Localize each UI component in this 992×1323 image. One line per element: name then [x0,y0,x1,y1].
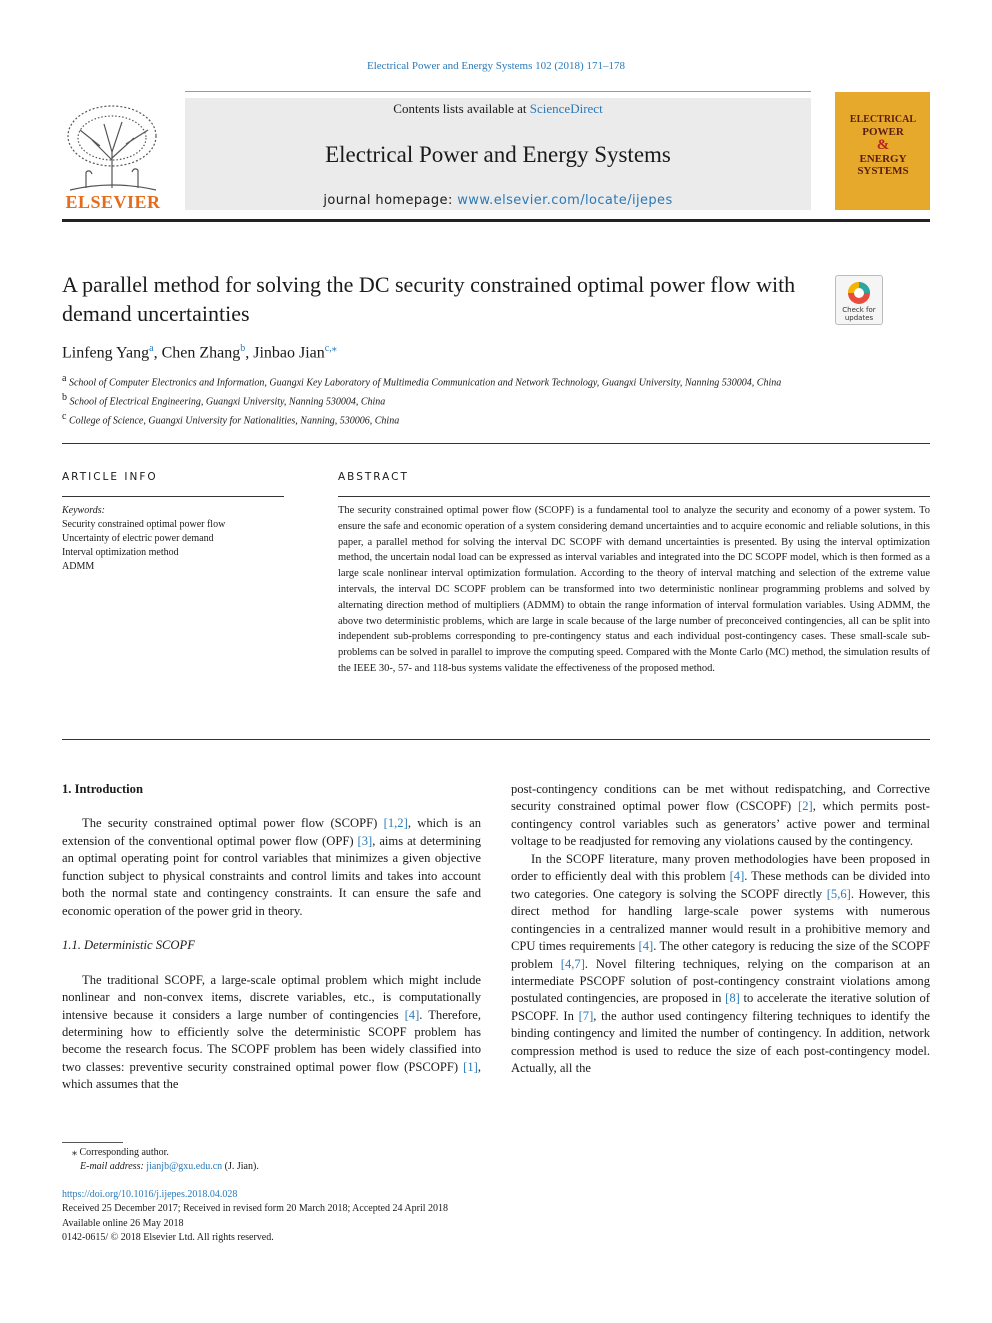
corresponding-mark: ⁎ [72,1147,77,1158]
email-suffix: (J. Jian). [222,1161,259,1173]
article-title: A parallel method for solving the DC security constrained optimal power flow with demand uncertainties [62,272,796,326]
section-heading: 1. Introduction [62,782,143,796]
abstract-rule [338,496,930,497]
abstract-divider [62,739,930,740]
keyword-item: Interval optimization method [62,547,179,558]
publication-details [62,1188,448,1245]
keywords-block [62,504,284,574]
doi-link[interactable]: https://doi.org/10.1016/j.ijepes.2018.04.028 [62,1189,238,1200]
abstract-text: The security constrained optimal power flow (SCOPF) is a fundamental tool to analyze the security and economy of a power system. To ensure the safe and economic operation of a system considering demand uncertainties and to acquire economic and reliable solutions, in this paper, a parallel method for solving the interval DC SCOPF with demand uncertainties is presented. By using the interval optimization method, the uncertain nodal load can be expressed as interval variables and integrated into the DC SCOPF model, which is then formed as a large scale nonlinear interval optimization formulation. According to the theory of interval matching and selection of the extreme value intervals, the interval DC SCOPF problem can be transformed into two deterministic nonlinear programming problems and solved by alternating direction method of multipliers (ADMM) to obtain the range information of interval formulation variables. Using ADMM, the above two deterministic problems, which are large in scale because of the large number of preconceived contingencies, all can be split into independent sub-problems corresponding to pre-contingency status and each individual post-contingency cases. These small-scale sub-problems can be solved in parallel to improve the computing speed. Compared with the Monte Carlo (MC) method, the simulation results of the IEEE 30-, 57- and 118-bus systems validate the effectiveness of the proposed method. [338,505,930,674]
body-text: , which permits post-contingency control variables such as generators’ active power and terminal voltage to be readjusted for removing any violations caused by the contingency. [511,799,930,849]
affiliation-mark: b [62,391,67,403]
running-head[interactable]: Electrical Power and Energy Systems 102 (2018) 171–178 [367,60,625,72]
email-label: E-mail address: [80,1161,144,1173]
body-text: , the author used contingency filtering techniques to identify the binding contingency and limited the number of contingency. In addition, network compression method is used to reduce the size of each post-contingency model. Actually, all the [511,1008,930,1076]
journal-cover-thumbnail[interactable] [835,92,930,210]
citation-link[interactable]: [3] [357,833,373,848]
author-name[interactable]: Chen Zhang [161,344,241,362]
cover-line: & [876,137,890,153]
cover-line: ELECTRICAL [849,114,917,125]
article-info-heading: ARTICLE INFO [62,471,158,483]
homepage-link[interactable]: www.elsevier.com/locate/ijepes [457,193,673,208]
contents-prefix: Contents lists available at [393,101,530,116]
citation-link[interactable]: [4,7] [560,956,585,971]
body-text: The traditional SCOPF, a large-scale optimal problem which might include nonlinear and non-convex items, discrete variables, etc., is computationally intensive because it considers a large number of contingencies [62,972,481,1022]
citation-link[interactable]: [4] [729,869,745,884]
homepage-prefix: journal homepage: [323,193,458,208]
author-affil-mark[interactable]: a [149,343,154,354]
citation-link[interactable]: [1,2] [383,816,408,831]
keyword-item: Security constrained optimal power flow [62,519,226,530]
body-paragraph [62,815,481,920]
keywords-label: Keywords: [62,505,105,516]
cover-line: POWER [862,126,904,138]
body-text: . However, this direct method for handling large-scale power systems with numerous contingencies in a centralized manner would result in a prohibitive memory and CPU times requirements [511,886,930,954]
crossmark-icon [836,278,882,308]
keyword-item: ADMM [62,561,95,572]
journal-homepage-line [185,193,811,208]
affiliations-divider [62,443,930,444]
citation-link[interactable]: [4] [638,939,654,954]
body-right-column [511,781,930,1078]
affiliation-item [62,372,802,391]
affiliation-item [62,391,802,410]
citation-link[interactable]: [5,6] [826,886,851,901]
cover-line: SYSTEMS [857,165,909,177]
citation-link[interactable]: [4] [404,1007,420,1022]
body-paragraph [511,781,930,851]
cover-line: ENERGY [859,153,907,165]
corresponding-text: Corresponding author. [79,1147,169,1158]
elsevier-wordmark: ELSEVIER [65,192,161,212]
body-text: , aims at determining an optimal operating point for control variables that minimizes a given objective function subject to physical constraints and control limits and takes into account both the normal state and contingency constraints. It can ensure the safe and economic operation of the power grid in theory. [62,833,482,918]
affiliation-mark: c [62,410,67,422]
check-for-updates-badge[interactable] [835,275,883,325]
body-paragraph [62,972,481,1094]
body-text: , which is an extension of the conventional optimal power flow (OPF) [62,816,481,848]
citation-link[interactable]: [7] [578,1008,594,1023]
affiliations [62,372,802,428]
corresponding-author-note [62,1146,259,1160]
available-online: Available online 26 May 2018 [62,1217,184,1229]
body-paragraph [511,851,930,1078]
email-note [62,1160,259,1174]
author-affil-mark[interactable]: b [240,343,246,354]
body-text: post-contingency conditions can be met without redispatching, and Corrective security constrained optimal power flow (CSCOPF) [511,782,930,814]
affiliation-mark: a [62,373,67,384]
sciencedirect-link[interactable]: ScienceDirect [529,101,603,116]
received-dates: Received 25 December 2017; Received in revised form 20 March 2018; Accepted 24 April 2018 [62,1203,448,1215]
author-name[interactable]: Linfeng Yang [62,344,150,362]
body-text: . Novel filtering techniques, relying on the comparison at an intermediate PSCOPF solution of post-contingency constraint violations among postulated contingencies, are proposed in [511,956,931,1006]
body-text: , which assumes that the [62,1059,481,1092]
citation-link[interactable]: [2] [798,799,813,814]
body-text: . The other category is reducing the size of the SCOPF problem [511,939,930,971]
body-left-column [62,781,481,1094]
journal-title: Electrical Power and Energy Systems [325,142,671,167]
author-name[interactable]: Jinbao Jian [253,344,325,362]
subsection-heading: 1.1. Deterministic SCOPF [62,938,195,953]
abstract-heading: ABSTRACT [338,471,409,483]
author-affil-mark[interactable]: c,⁎ [324,343,337,354]
body-text: to accelerate the iterative solution of PSCOPF. In [511,991,930,1023]
crossmark-label: Check for [842,306,876,314]
email-link[interactable]: jianjb@gxu.edu.cn [146,1161,223,1173]
copyright: 0142-0615/ © 2018 Elsevier Ltd. All rights reserved. [62,1231,274,1243]
contents-line [185,101,811,117]
body-text: In the SCOPF literature, many proven methodologies have been proposed in order to efficiently deal with this problem [511,851,930,884]
footnote-rule [62,1142,123,1143]
header-bottom-rule [62,219,930,222]
affiliation-item [62,410,802,429]
crossmark-label: updates [844,314,874,322]
body-text: . Therefore, determining how to efficiently solve the deterministic SCOPF problem has become the research focus. The SCOPF problem has been widely classified into two classes: preventive security constrained optimal power flow (PSCOPF) [62,1007,482,1074]
cover-title [841,114,925,177]
body-text: . These methods can be divided into two categories. One category is solving the SCOPF directly [511,869,930,901]
article-info-rule [62,496,284,497]
citation-link[interactable]: [1] [463,1059,478,1074]
keyword-item: Uncertainty of electric power demand [62,533,214,544]
footnotes [62,1146,259,1175]
author-list: Linfeng Yang$^a$, Chen Zhang$^b$, Jinbao Jian$^{c,⁎}$ [62,343,337,362]
affiliation-text: School of Computer Electronics and Information, Guangxi Key Laboratory of Multimedia Communication and Network Technology, Guangxi University, Nanning 530004, China [68,377,782,389]
affiliation-text: College of Science, Guangxi University for Nationalities, Nanning, 530006, China [68,414,400,426]
header-top-rule [185,91,811,92]
citation-link[interactable]: [8] [725,991,740,1006]
affiliation-text: School of Electrical Engineering, Guangxi University, Nanning 530004, China [69,396,386,408]
body-text: The security constrained optimal power flow (SCOPF) [82,816,384,831]
